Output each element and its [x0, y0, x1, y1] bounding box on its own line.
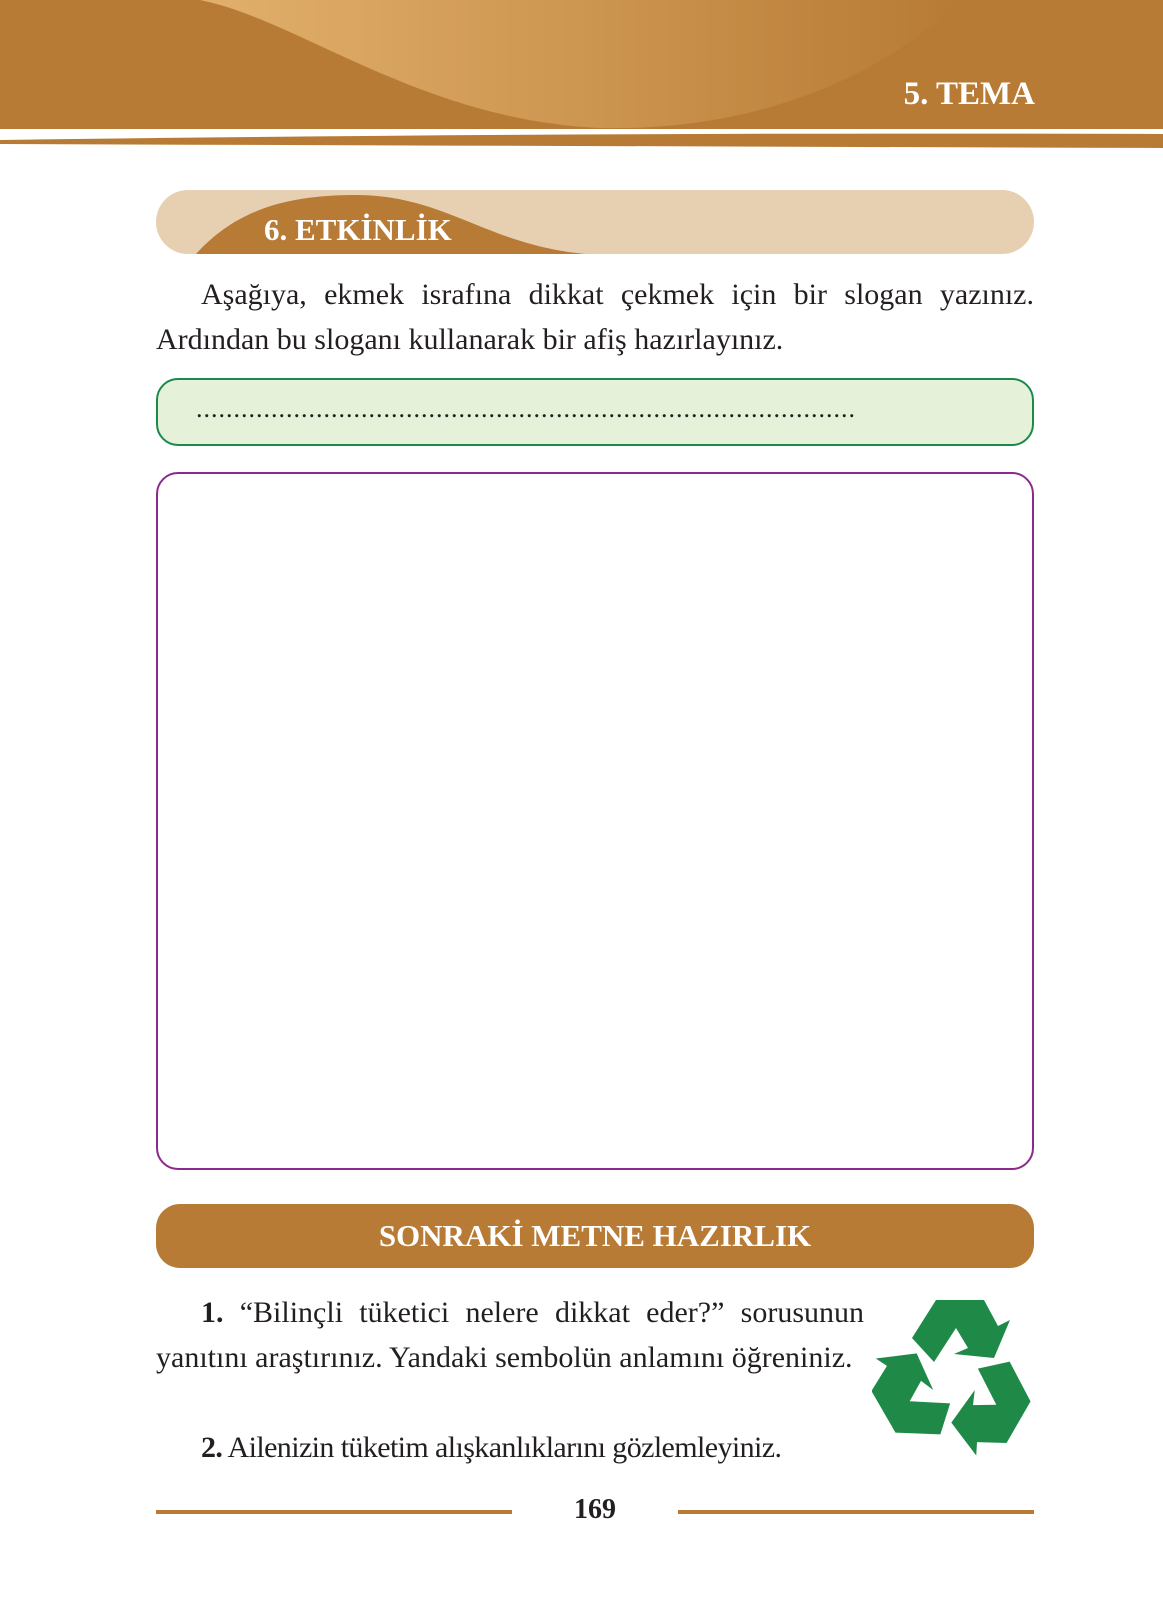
item-number: 2.	[201, 1431, 223, 1464]
slogan-placeholder: ........................................................................................	[196, 394, 856, 423]
prep-item-1	[156, 1290, 864, 1380]
next-text-prep-header: SONRAKİ METNE HAZIRLIK	[156, 1204, 1034, 1268]
poster-drawing-area[interactable]	[156, 472, 1034, 1170]
prep-item-2	[156, 1425, 864, 1470]
item-number: 1.	[201, 1296, 224, 1329]
item-text: “Bilinçli tüketici nelere dikkat eder?” sorusunun yanıtını araştırınız. Yandaki sembolün anlamını öğreniniz.	[156, 1296, 864, 1374]
footer-rule-left	[156, 1510, 512, 1514]
page-number: 169	[574, 1494, 616, 1525]
header-banner	[0, 0, 1163, 150]
recycle-icon	[872, 1296, 1036, 1460]
slogan-field[interactable]	[156, 378, 1034, 446]
theme-label: 5. TEMA	[903, 76, 1035, 112]
activity-title: 6. ETKİNLİK	[264, 212, 452, 247]
footer-rule-right	[678, 1510, 1034, 1514]
activity-instruction: Aşağıya, ekmek israfına dikkat çekmek için bir slogan yazınız. Ardından bu sloganı kullanarak bir afiş hazırlayınız.	[156, 278, 1034, 356]
item-text: Ailenizin tüketim alışkanlıklarını gözlemleyiniz.	[222, 1431, 782, 1464]
